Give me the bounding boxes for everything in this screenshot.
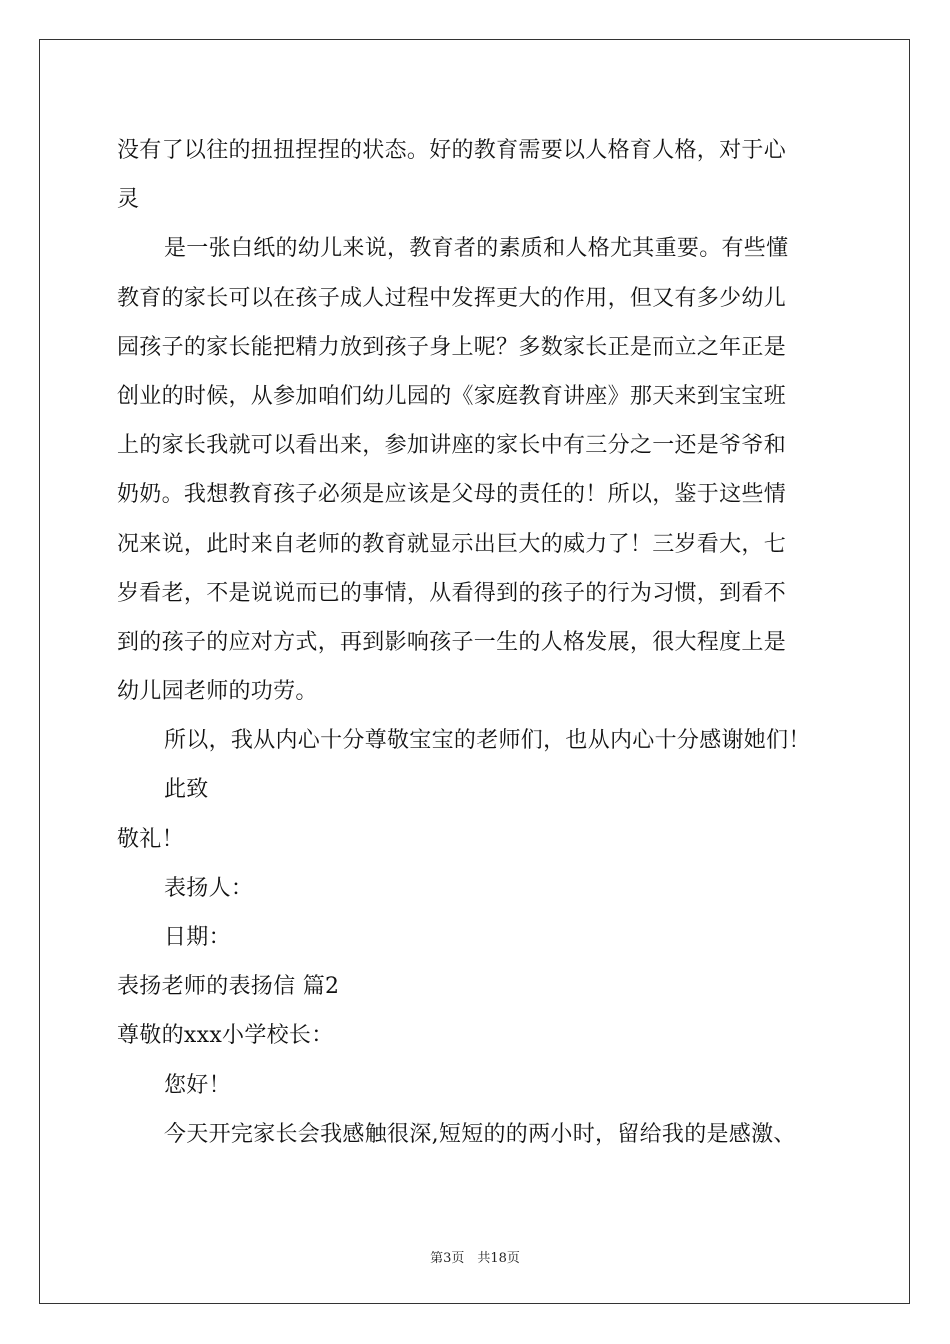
text-line: 园孩子的家长能把精力放到孩子身上呢？多数家长正是而立之年正是 [117, 334, 787, 360]
page-footer [0, 1247, 950, 1266]
text-line: 况来说，此时来自老师的教育就显示出巨大的威力了！三岁看大，七 [117, 531, 787, 557]
text-line: 日期： [164, 925, 231, 950]
text-line: 表扬人： [164, 875, 254, 901]
text-line: 岁看老，不是说说而已的事情，从看得到的孩子的行为习惯，到看不 [117, 580, 787, 606]
text-line: 此致 [164, 777, 209, 803]
text-line: 敬礼！ [117, 826, 184, 852]
text-line: 教育的家长可以在孩子成人过程中发挥更大的作用，但又有多少幼儿 [117, 285, 787, 311]
text-line: 是一张白纸的幼儿来说，教育者的素质和人格尤其重要。有些懂 [164, 236, 789, 262]
text-line: 到的孩子的应对方式，再到影响孩子一生的人格发展，很大程度上是 [117, 629, 787, 655]
document-body [117, 126, 837, 1159]
text-line: 您好！ [164, 1072, 231, 1098]
page-number-label: 第3页 共18页 [430, 1251, 520, 1266]
text-line: 创业的时候，从参加咱们幼儿园的《家庭教育讲座》那天来到宝宝班 [117, 383, 787, 409]
text-line: 灵 [117, 187, 140, 213]
text-line: 幼儿园老师的功劳。 [117, 679, 318, 705]
text-line: 没有了以往的扭扭捏捏的状态。好的教育需要以人格育人格，对于心 [117, 138, 787, 163]
text-line: 尊敬的xxx小学校长： [117, 1023, 334, 1049]
text-line: 上的家长我就可以看出来，参加讲座的家长中有三分之一还是爷爷和 [117, 433, 787, 459]
text-line: 今天开完家长会我感触很深,短短的的两小时，留给我的是感激、 [164, 1121, 796, 1147]
text-line: 奶奶。我想教育孩子必须是应该是父母的责任的！所以，鉴于这些情 [117, 482, 787, 508]
text-line: 表扬老师的表扬信 篇2 [117, 974, 340, 1000]
text-line: 所以，我从内心十分尊敬宝宝的老师们，也从内心十分感谢她们！ [164, 728, 811, 754]
